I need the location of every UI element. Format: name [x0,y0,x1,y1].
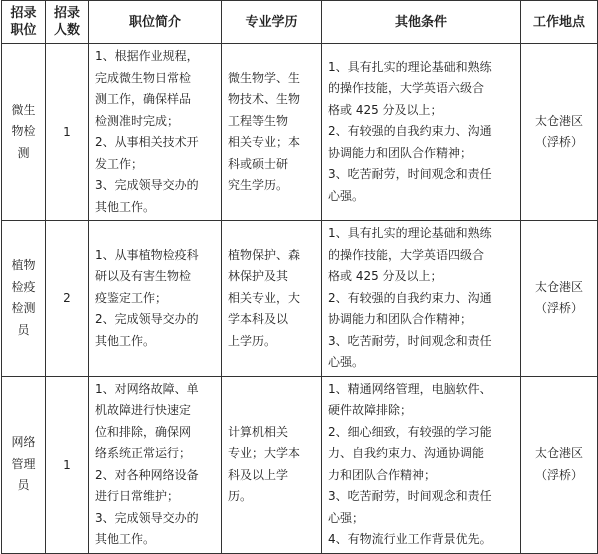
description-line: 1、根据作业规程， [95,49,199,63]
conditions-line: 1、具有扎实的理论基础和熟练 [328,226,492,240]
position-line: 微生 [11,102,36,117]
count-cell: 1 [46,44,89,221]
header-position-line: 招录 [10,6,37,21]
conditions-line: 的操作技能，大学英语四级合 [328,247,485,262]
conditions-cell [322,44,521,221]
conditions-line: 的操作技能，大学英语六级合 [328,81,485,96]
location-line: （浮桥） [534,301,583,316]
conditions-line: 心强。 [328,355,365,369]
education-line: 相关专业；本 [228,135,301,149]
conditions-line: 硬件故障排除； [328,403,413,417]
header-description: 职位简介 [89,1,222,44]
description-line: 位和排除，确保网 [95,424,192,439]
description-line: 其他工作。 [95,333,156,348]
table-row [2,221,598,377]
conditions-cell [322,221,521,377]
education-line: 微生物学、生 [228,70,301,85]
recruitment-table [1,0,598,554]
description-line: 2、从事相关技术开 [95,135,199,149]
count-cell: 1 [46,376,89,553]
position-cell [2,221,46,377]
conditions-line: 1、具有扎实的理论基础和熟练 [328,59,492,74]
conditions-line: 格或 425 分及以上； [328,102,443,117]
position-line: 测 [17,145,30,160]
education-line: 专业；大学本 [228,446,301,460]
description-line: 测工作，确保样品 [95,92,192,106]
description-line: 3、完成领导交办的 [95,510,199,525]
header-position-line: 职位 [10,23,37,38]
education-cell [222,221,322,377]
education-line: 植物保护、森 [228,247,301,262]
conditions-line: 3、吃苦耐劳，时间观念和责任 [328,489,492,503]
position-line: 植物 [11,258,36,273]
conditions-line: 1、精通网络管理，电脑软件、 [328,381,492,396]
position-line: 员 [17,322,30,337]
conditions-cell [322,376,521,553]
position-line: 管理 [11,456,36,471]
header-location: 工作地点 [521,1,598,44]
position-line: 员 [17,478,30,493]
education-line: 计算机相关 [228,424,289,439]
education-line: 历。 [228,489,253,503]
conditions-line: 3、吃苦耐劳，时间观念和责任 [328,333,492,348]
header-count-line: 招录 [53,6,80,21]
count-cell: 2 [46,221,89,377]
conditions-line: 心强； [328,510,365,525]
description-line: 其他工作。 [95,199,156,214]
conditions-line: 力和团队合作精神； [328,467,437,482]
location-line: 太仓港区 [534,113,583,128]
header-position [2,1,46,44]
table-row [2,44,598,221]
description-line: 进行日常维护； [95,489,180,503]
position-cell [2,44,46,221]
position-line: 检疫 [11,279,36,294]
education-line: 究生学历。 [228,178,289,192]
header-count [46,1,89,44]
education-line: 学本科及以 [228,312,289,326]
description-cell [89,44,222,221]
education-cell [222,44,322,221]
conditions-line: 4、有物流行业工作背景优先。 [328,532,492,546]
conditions-line: 2、有较强的自我约束力、沟通 [328,290,492,305]
location-cell [521,221,598,377]
description-line: 2、对各种网络设备 [95,467,199,482]
education-line: 科及以上学 [228,467,289,482]
conditions-line: 协调能力和团队合作精神； [328,145,473,160]
description-line: 机故障进行快速定 [95,403,192,417]
location-line: 太仓港区 [534,446,583,460]
position-line: 网络 [11,435,36,450]
education-line: 科或硕士研 [228,156,289,171]
header-row [2,1,598,44]
conditions-line: 格或 425 分及以上； [328,269,443,283]
table-row [2,376,598,553]
conditions-line: 协调能力和团队合作精神； [328,312,473,326]
conditions-line: 2、细心细致，有较强的学习能 [328,424,492,439]
conditions-line: 力、自我约束力、沟通协调能 [328,446,485,460]
description-line: 其他工作。 [95,532,156,546]
header-conditions: 其他条件 [322,1,521,44]
education-line: 物技术、生物 [228,92,301,106]
header-count-line: 人数 [53,23,80,38]
conditions-line: 3、吃苦耐劳，时间观念和责任 [328,167,492,182]
education-line: 相关专业，大 [228,290,301,305]
position-line: 物检 [11,124,36,139]
position-line: 检测 [11,301,36,316]
description-cell [89,221,222,377]
education-line: 工程等生物 [228,113,289,128]
position-cell [2,376,46,553]
description-line: 1、对网络故障、单 [95,381,199,396]
description-line: 3、完成领导交办的 [95,178,199,192]
description-line: 发工作； [95,156,144,171]
location-line: （浮桥） [534,135,583,149]
description-line: 完成微生物日常检 [95,70,192,85]
description-line: 检测准时完成； [95,113,180,128]
education-cell [222,376,322,553]
conditions-line: 心强。 [328,188,365,203]
description-line: 络系统正常运行； [95,446,192,460]
location-cell [521,44,598,221]
location-line: 太仓港区 [534,279,583,294]
location-line: （浮桥） [534,467,583,482]
description-line: 2、完成领导交办的 [95,312,199,326]
education-line: 林保护及其 [228,269,289,283]
location-cell [521,376,598,553]
conditions-line: 2、有较强的自我约束力、沟通 [328,124,492,139]
description-line: 疫鉴定工作； [95,290,168,305]
description-cell [89,376,222,553]
description-line: 研以及有害生物检 [95,269,192,283]
description-line: 1、从事植物检疫科 [95,247,199,262]
education-line: 上学历。 [228,333,277,348]
header-education: 专业学历 [222,1,322,44]
